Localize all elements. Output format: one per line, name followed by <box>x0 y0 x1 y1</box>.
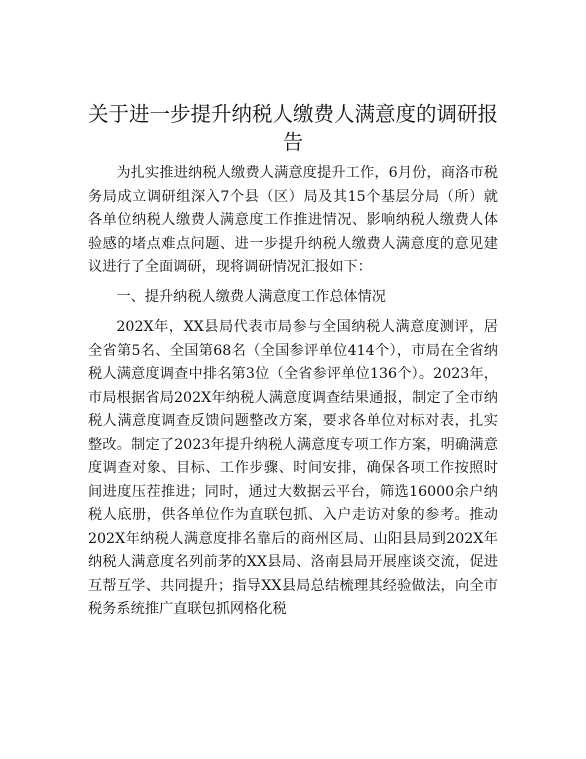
document-title: 关于进一步提升纳税人缴费人满意度的调研报告 <box>88 102 498 154</box>
document-body <box>88 162 498 622</box>
section-heading: 一、提升纳税人缴费人满意度工作总体情况 <box>116 289 386 305</box>
section-paragraph: 202X年，XX县局代表市局参与全国纳税人满意度测评，居全省第5名、全国第68名（全国参评单位414个），市局在全省纳税人满意度调查中排名第3位（全省参评单位136个）。2023年，市局根据省局202X年纳税人满意度调查结果通报，制定了全市纳税人满意度调查反馈问题整改方案，要求各单位对标对表，扎实整改。制定了2023年提升纳税人满意度专项工作方案，明确满意度调查对象、目标、工作步骤、时间安排，确保各项工作按照时间进度压茬推进；同时，通过大数据云平台，筛选16000余户纳税人底册，供各单位作为直联包抓、入户走访对象的参考。推动202X年纳税人满意度排名靠后的商州区局、山阳县局到202X年纳税人满意度名列前茅的XX县局、洛南县局开展座谈交流，促进互帮互学、共同提升；指导XX县局总结梳理其经验做法，向全市税务系统推广直联包抓网格化税 <box>88 319 498 617</box>
intro-paragraph: 为扎实推进纳税人缴费人满意度提升工作，6月份，商洛市税务局成立调研组深入7个县（区）局及其15个基层分局（所）就各单位纳税人缴费人满意度工作推进情况、影响纳税人缴费人体验感的堵点难点问题、进一步提升纳税人缴费人满意度的意见建议进行了全面调研，现将调研情况汇报如下： <box>88 165 498 275</box>
